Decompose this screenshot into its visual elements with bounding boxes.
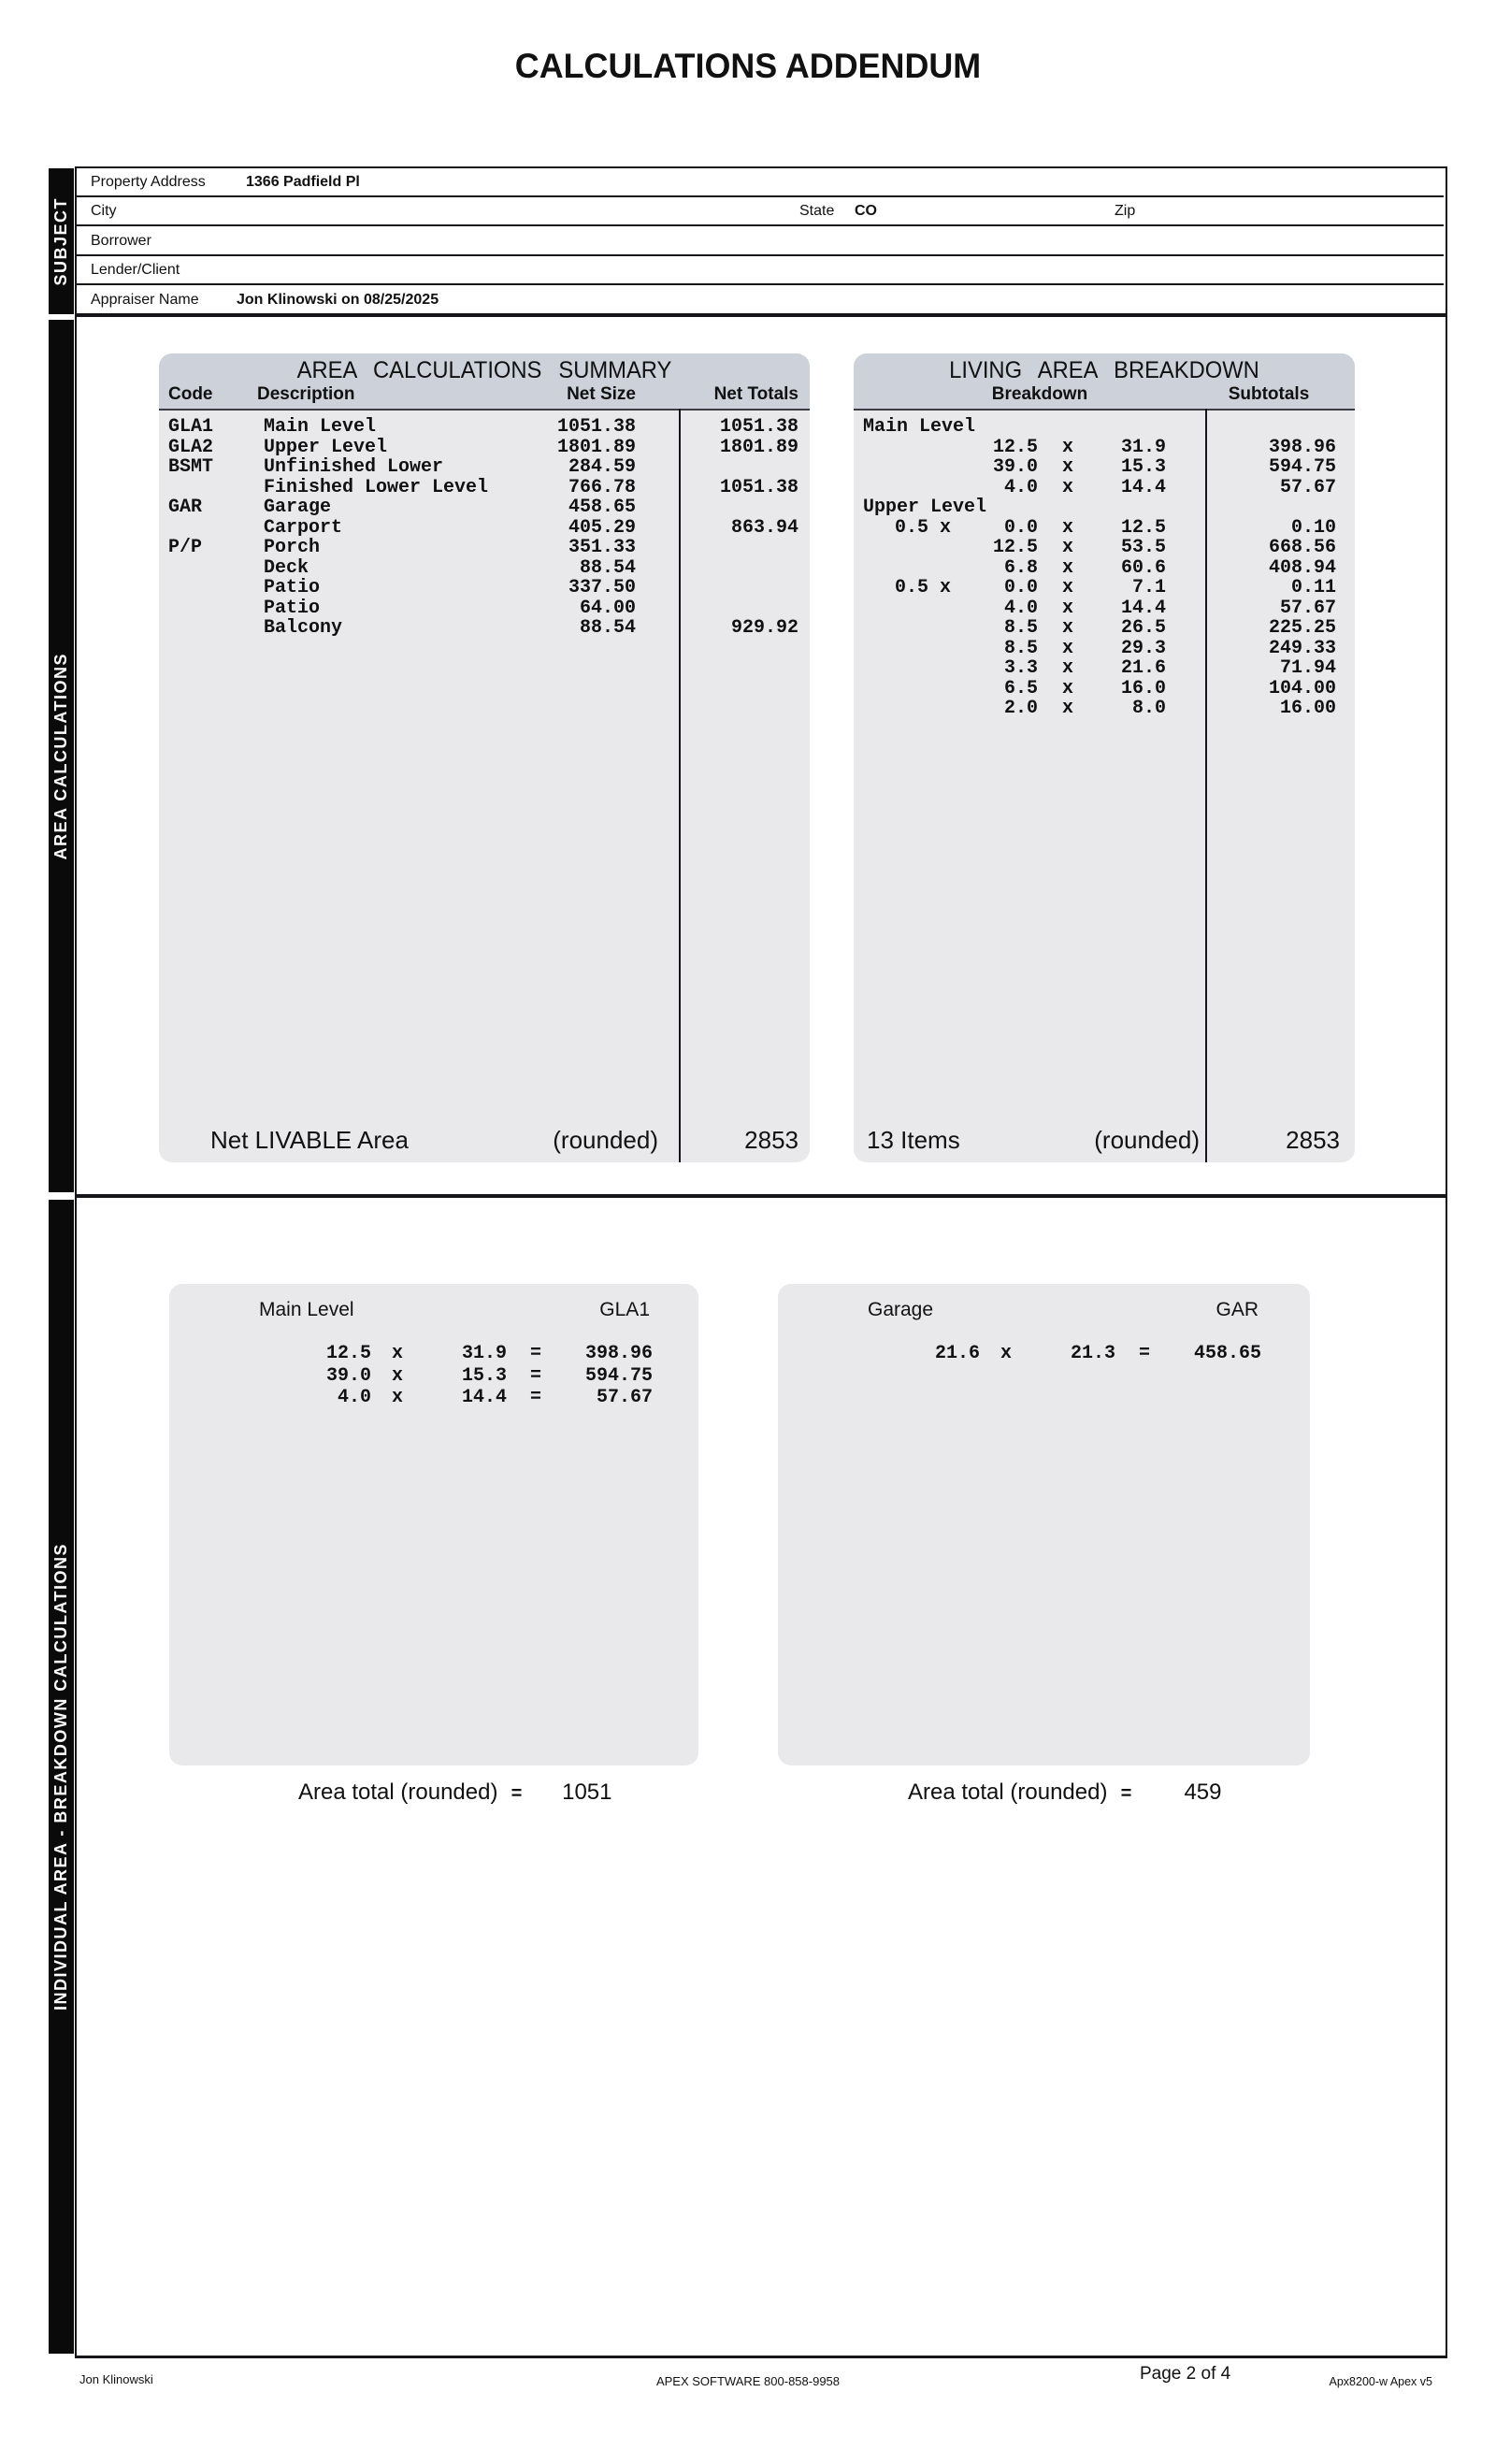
breakdown-row (854, 477, 1355, 497)
breakdown-subtotal-cell: 0.10 (1290, 516, 1336, 539)
summary-net-size-cell: 337.50 (568, 577, 636, 598)
summary-description-cell: Carport (264, 516, 343, 539)
footer-software-credit: APEX SOFTWARE 800-858-9958 (655, 2374, 841, 2388)
area-total-value: 1051 (562, 1780, 612, 1805)
city-label: City (91, 203, 117, 219)
breakdown-dim1-cell: 6.5 (1003, 677, 1038, 699)
summary-net-size-cell: 88.54 (579, 556, 636, 579)
breakdown-dim1-cell: 12.5 (992, 537, 1038, 558)
breakdown-subtotal-cell: 0.11 (1290, 577, 1336, 598)
breakdown-row (854, 456, 1355, 477)
summary-net-size-cell: 88.54 (579, 617, 636, 639)
breakdown-row (854, 617, 1355, 638)
area-total-value: 459 (1184, 1780, 1222, 1805)
summary-net-size-cell: 284.59 (568, 456, 636, 478)
breakdown-dim2-cell: 15.3 (1120, 456, 1166, 478)
summary-net-size-cell: 64.00 (579, 597, 636, 619)
column-header-net-totals: Net Totals (713, 384, 798, 404)
column-header-net-size: Net Size (567, 384, 636, 404)
breakdown-subtotal-cell: 398.96 (1268, 436, 1336, 458)
summary-description-cell: Finished Lower Level (264, 476, 489, 498)
subject-section-divider (75, 313, 1446, 317)
sidebar-bar-area-calculations (49, 320, 74, 1192)
breakdown-dim1-cell: 6.8 (1003, 556, 1038, 579)
footer-page-number: Page 2 of 4 (1140, 2364, 1231, 2384)
summary-row (159, 437, 810, 457)
box-name-label: Garage (868, 1299, 934, 1320)
breakdown-rows (854, 416, 1355, 718)
summary-row (159, 617, 810, 638)
summary-row (159, 497, 810, 517)
footer-form-version: Apx8200-w Apex v5 (1329, 2375, 1432, 2388)
sidebar-bar-subject (49, 168, 74, 314)
area-calculations-summary-panel (159, 353, 810, 1162)
box-calc-rows (169, 1343, 698, 1409)
breakdown-subtotal-cell: 249.33 (1268, 637, 1336, 659)
summary-description-cell: Deck (264, 556, 309, 579)
calc-equals-sign: = (529, 1343, 541, 1364)
breakdown-dim1-cell: 39.0 (992, 456, 1038, 478)
breakdown-row (854, 537, 1355, 557)
summary-row (159, 477, 810, 497)
calc-dim2: 21.3 (1070, 1343, 1115, 1364)
appraiser-name-label: Appraiser Name (91, 292, 199, 308)
breakdown-panel-header (854, 353, 1355, 411)
garage-area-total (908, 1780, 1221, 1806)
borrower-label: Borrower (91, 233, 151, 249)
breakdown-level-label: Upper Level (863, 497, 987, 518)
calc-dim1: 12.5 (325, 1343, 371, 1364)
breakdown-row (854, 657, 1355, 678)
summary-net-total-cell: 1801.89 (719, 436, 798, 458)
summary-rounded-label: (rounded) (553, 1126, 658, 1154)
summary-net-size-cell: 405.29 (568, 516, 636, 539)
breakdown-multiply-sign: x (1061, 436, 1073, 458)
column-header-code: Code (168, 384, 213, 404)
property-address-label: Property Address (91, 174, 206, 190)
breakdown-level-label: Main Level (863, 416, 976, 438)
breakdown-dim2-cell: 31.9 (1120, 436, 1166, 458)
breakdown-subtotal-cell: 71.94 (1279, 657, 1336, 679)
breakdown-subtotal-cell: 225.25 (1268, 617, 1336, 639)
lender-client-row (77, 256, 1444, 285)
box-calc-row (169, 1343, 698, 1365)
breakdown-multiply-sign: x (1061, 516, 1073, 539)
city-state-zip-row (77, 197, 1444, 226)
breakdown-dim2-cell: 12.5 (1120, 516, 1166, 539)
breakdown-multiply-sign: x (1061, 657, 1073, 679)
summary-description-cell: Main Level (264, 416, 377, 438)
main-level-area-total (298, 1780, 611, 1806)
calc-result: 57.67 (596, 1387, 653, 1408)
area-total-label: Area total (rounded) (908, 1780, 1108, 1805)
summary-net-total-cell: 1051.38 (719, 416, 798, 438)
calc-multiply-sign: x (391, 1343, 403, 1364)
area-total-equals-sign: = (511, 1784, 523, 1806)
breakdown-subtotal-cell: 668.56 (1268, 537, 1336, 558)
breakdown-row (854, 698, 1355, 718)
breakdown-panel-title: LIVING AREA BREAKDOWN (949, 357, 1259, 383)
area-total-label: Area total (rounded) (298, 1780, 498, 1805)
box-calc-row (169, 1365, 698, 1388)
breakdown-dim1-cell: 12.5 (992, 436, 1038, 458)
calc-result: 458.65 (1193, 1343, 1261, 1364)
column-header-breakdown: Breakdown (991, 384, 1088, 404)
breakdown-dim1-cell: 0.0 (1003, 577, 1038, 598)
summary-row (159, 577, 810, 598)
breakdown-multiply-sign: x (1061, 556, 1073, 579)
summary-description-cell: Garage (264, 497, 332, 518)
summary-description-cell: Porch (264, 537, 321, 558)
summary-code-cell: BSMT (168, 456, 214, 478)
breakdown-dim2-cell: 29.3 (1120, 637, 1166, 659)
breakdown-dim2-cell: 14.4 (1120, 476, 1166, 498)
summary-row (159, 598, 810, 618)
summary-rows (159, 416, 810, 638)
summary-row (159, 537, 810, 557)
breakdown-row (854, 638, 1355, 658)
breakdown-multiply-sign: x (1061, 617, 1073, 639)
summary-description-cell: Upper Level (264, 436, 388, 458)
breakdown-row (854, 598, 1355, 618)
summary-net-total-cell: 929.92 (730, 617, 798, 639)
breakdown-dim2-cell: 53.5 (1120, 537, 1166, 558)
borrower-row (77, 227, 1444, 256)
calc-dim2: 14.4 (461, 1387, 507, 1408)
property-address-value: 1366 Padfield Pl (246, 174, 360, 190)
breakdown-dim1-cell: 8.5 (1003, 617, 1038, 639)
breakdown-multiply-sign: x (1061, 537, 1073, 558)
summary-code-cell: P/P (168, 537, 203, 558)
summary-code-cell: GAR (168, 497, 203, 518)
breakdown-row (854, 678, 1355, 699)
box-code-label: GAR (1216, 1299, 1259, 1320)
box-code-label: GLA1 (599, 1299, 650, 1320)
breakdown-dim2-cell: 16.0 (1120, 677, 1166, 699)
breakdown-dim2-cell: 60.6 (1120, 556, 1166, 579)
calc-multiply-sign: x (1000, 1343, 1012, 1364)
calc-dim2: 31.9 (461, 1343, 507, 1364)
breakdown-row (854, 416, 1355, 437)
calc-result: 398.96 (584, 1343, 653, 1364)
calc-multiply-sign: x (391, 1364, 403, 1387)
breakdown-subtotal-cell: 408.94 (1268, 556, 1336, 579)
breakdown-multiply-sign: x (1061, 698, 1073, 719)
summary-net-size-cell: 766.78 (568, 476, 636, 498)
breakdown-rounded-label: (rounded) (1094, 1126, 1200, 1154)
calc-equals-sign: = (529, 1387, 541, 1408)
summary-net-size-cell: 1051.38 (556, 416, 636, 438)
breakdown-factor-cell: 0.5 x (895, 577, 952, 598)
summary-row (159, 557, 810, 578)
breakdown-dim1-cell: 8.5 (1003, 637, 1038, 659)
items-count-label: 13 Items (867, 1126, 960, 1154)
summary-net-size-cell: 458.65 (568, 497, 636, 518)
summary-code-cell: GLA2 (168, 436, 214, 458)
breakdown-total: 2853 (1286, 1126, 1340, 1154)
breakdown-subtotal-cell: 594.75 (1268, 456, 1336, 478)
lender-client-label: Lender/Client (91, 262, 180, 278)
column-header-subtotals: Subtotals (1228, 384, 1310, 404)
footer-appraiser-name: Jon Klinowski (79, 2372, 153, 2386)
column-header-description: Description (257, 384, 355, 404)
breakdown-dim1-cell: 4.0 (1003, 476, 1038, 498)
summary-row (159, 416, 810, 437)
sidebar-bar-individual-area (49, 1200, 74, 2354)
net-livable-area-total: 2853 (744, 1126, 798, 1154)
calc-dim1: 4.0 (337, 1387, 371, 1408)
summary-description-cell: Unfinished Lower (264, 456, 444, 478)
breakdown-row (854, 517, 1355, 538)
summary-description-cell: Patio (264, 577, 321, 598)
summary-row (159, 456, 810, 477)
breakdown-multiply-sign: x (1061, 476, 1073, 498)
summary-net-total-cell: 1051.38 (719, 476, 798, 498)
calc-dim1: 21.6 (934, 1343, 980, 1364)
breakdown-row (854, 577, 1355, 598)
box-calc-row (778, 1343, 1310, 1365)
individual-box-garage (778, 1284, 1310, 1765)
state-value: CO (855, 203, 877, 219)
breakdown-multiply-sign: x (1061, 456, 1073, 478)
breakdown-row (854, 557, 1355, 578)
breakdown-dim1-cell: 0.0 (1003, 516, 1038, 539)
breakdown-multiply-sign: x (1061, 597, 1073, 619)
calc-dim1: 39.0 (325, 1364, 371, 1387)
subject-section-label: SUBJECT (51, 196, 70, 286)
summary-panel-header (159, 353, 810, 411)
breakdown-multiply-sign: x (1061, 577, 1073, 598)
breakdown-subtotal-cell: 57.67 (1279, 476, 1336, 498)
zip-label: Zip (1115, 203, 1136, 219)
breakdown-multiply-sign: x (1061, 677, 1073, 699)
breakdown-panel-footer (854, 1126, 1355, 1158)
summary-description-cell: Patio (264, 597, 321, 619)
breakdown-factor-cell: 0.5 x (895, 516, 952, 539)
summary-panel-title: AREA CALCULATIONS SUMMARY (296, 357, 672, 383)
summary-panel-footer (159, 1126, 810, 1158)
area-calculations-section-label: AREA CALCULATIONS (51, 652, 70, 860)
calc-equals-sign: = (529, 1364, 541, 1387)
breakdown-dim2-cell: 8.0 (1131, 698, 1166, 719)
summary-net-size-cell: 1801.89 (556, 436, 636, 458)
breakdown-subtotal-cell: 16.00 (1279, 698, 1336, 719)
calc-equals-sign: = (1138, 1343, 1150, 1364)
area-section-divider (75, 1194, 1446, 1198)
page-title: CALCULATIONS ADDENDUM (514, 47, 982, 85)
box-calc-rows (778, 1343, 1310, 1365)
breakdown-dim1-cell: 2.0 (1003, 698, 1038, 719)
breakdown-dim1-cell: 4.0 (1003, 597, 1038, 619)
breakdown-row (854, 437, 1355, 457)
breakdown-dim2-cell: 26.5 (1120, 617, 1166, 639)
breakdown-dim2-cell: 7.1 (1131, 577, 1166, 598)
summary-net-size-cell: 351.33 (568, 537, 636, 558)
breakdown-dim1-cell: 3.3 (1003, 657, 1038, 679)
appraiser-name-value: Jon Klinowski on 08/25/2025 (237, 292, 439, 308)
summary-net-total-cell: 863.94 (730, 516, 798, 539)
net-livable-area-label: Net LIVABLE Area (210, 1126, 409, 1154)
property-address-row (77, 168, 1444, 197)
breakdown-row (854, 497, 1355, 517)
individual-area-section-label: INDIVIDUAL AREA - BREAKDOWN CALCULATIONS (51, 1543, 70, 2010)
summary-description-cell: Balcony (264, 617, 343, 639)
appraiser-name-row (77, 286, 1444, 315)
summary-code-cell: GLA1 (168, 416, 214, 438)
calc-result: 594.75 (584, 1364, 653, 1387)
individual-box-main-level (169, 1284, 698, 1765)
breakdown-dim2-cell: 21.6 (1120, 657, 1166, 679)
living-area-breakdown-panel (854, 353, 1355, 1162)
breakdown-subtotal-cell: 104.00 (1268, 677, 1336, 699)
calc-dim2: 15.3 (461, 1364, 507, 1387)
breakdown-subtotal-cell: 57.67 (1279, 597, 1336, 619)
breakdown-multiply-sign: x (1061, 637, 1073, 659)
calc-multiply-sign: x (391, 1387, 403, 1408)
breakdown-dim2-cell: 14.4 (1120, 597, 1166, 619)
box-name-label: Main Level (259, 1299, 354, 1320)
box-calc-row (169, 1387, 698, 1409)
state-label: State (799, 203, 835, 219)
summary-row (159, 517, 810, 538)
area-total-equals-sign: = (1120, 1784, 1132, 1806)
